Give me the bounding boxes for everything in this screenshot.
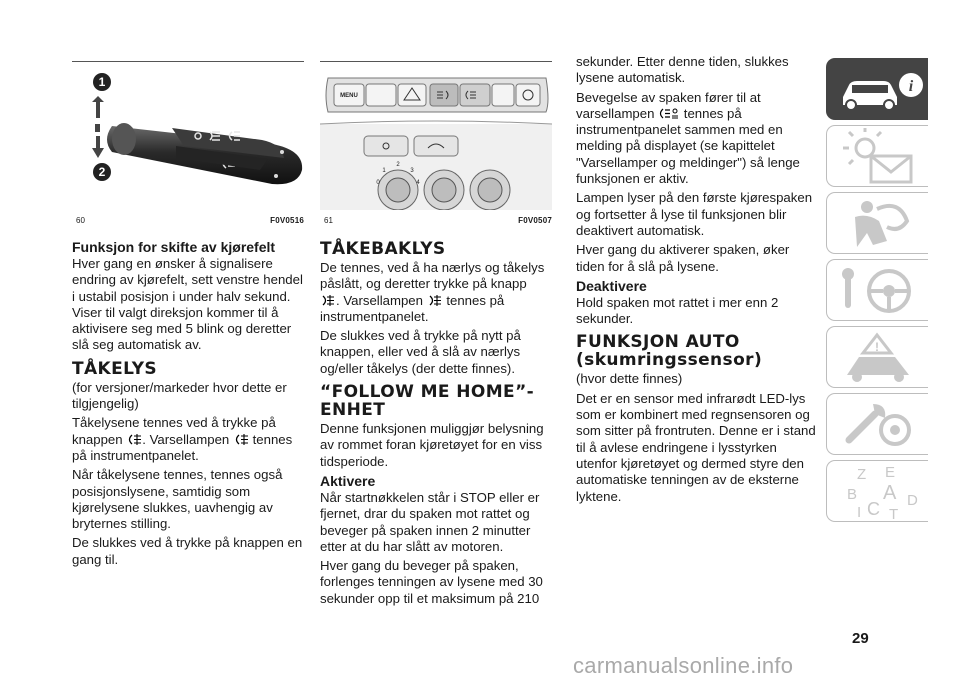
service-maintenance-icon: [827, 394, 929, 456]
tab-starting-driving[interactable]: [826, 259, 928, 321]
breakdown-icon: [827, 327, 929, 389]
paragraph: Hver gang du beveger på spaken, forlenges tenningen av lysene med 30 sekunder opp til et maksimum på 210: [320, 558, 543, 606]
section-title: “FOLLOW ME HOME”-ENHET: [320, 382, 535, 421]
text-run: tennes på instrumentpanelet.: [320, 292, 505, 324]
paragraph: Denne funksjonen muliggjør belysning av rommet foran kjøretøyet for en viss tidsperiode.: [320, 421, 544, 469]
paragraph: [576, 90, 820, 188]
warning-lights-icon: [827, 126, 929, 188]
paragraph: Hver gang du aktiverer spaken, øker tiden for å slå på lysene.: [576, 242, 790, 274]
menu-button-label: MENU: [340, 93, 358, 99]
paragraph: Det er en sensor med infrarødt LED-lys som er kombinert med regnsensoren og som sitter på frontruten. Denne er i stand til å avlese endringene i lysstyrken utenfor kjøretøyet og dermed styre den automatiske tenningen av de eksterne lyktene.: [576, 390, 816, 504]
section-title: TÅKELYS: [72, 358, 158, 379]
dial-mark: 0: [376, 180, 380, 186]
front-fog-icon: [233, 434, 249, 445]
paragraph: De slukkes ved å trykke på nytt på knappen, eller ved å slå av nærlys og/eller tåkelys (der dette finnes).: [320, 328, 521, 376]
rear-fog-icon: [320, 295, 336, 306]
paragraph: (for versjoner/markeder hvor dette er tilgjengelig): [72, 379, 287, 412]
index-letter: T: [889, 506, 899, 523]
dial-mark: 3: [410, 168, 414, 174]
paragraph: sekunder. Etter denne tiden, slukkes lysene automatisk.: [576, 54, 789, 86]
airbag-safety-icon: [827, 193, 929, 255]
figure-light-stalk: [72, 66, 304, 210]
text-run: Bevegelse av spaken fører til at varsellampen: [576, 89, 761, 121]
tab-airbag-safety[interactable]: [826, 192, 928, 254]
dial-mark: 4: [416, 180, 420, 186]
dial-mark: 1: [382, 168, 386, 174]
top-rule: [320, 61, 552, 62]
text-run: tennes på instrumentpanelet sammen med en melding på displayet (se kapittelet "Varsellamper og meldinger") så lenge funksjonen er aktiv.: [576, 105, 800, 187]
watermark: carmanualsonline.info: [573, 653, 794, 678]
tab-warning-lights[interactable]: [826, 125, 928, 187]
dial-mark: 2: [396, 162, 400, 168]
front-fog-icon: [126, 434, 142, 445]
index-letter: Z: [857, 466, 867, 483]
column-2: [320, 238, 554, 610]
figure-number: 61: [324, 216, 333, 225]
index-letter: B: [847, 486, 858, 503]
text-run: . Varsellampen: [336, 292, 423, 308]
index-letter: I: [857, 504, 862, 521]
figure-callout: 2: [98, 165, 106, 179]
paragraph: Når tåkelysene tennes, tennes også posisjonslysene, samtidig som kjørelysene slukkes, uavhengig av bryternes stilling.: [72, 467, 283, 532]
section-heading: Funksjon for skifte av kjørefelt: [72, 239, 276, 255]
figure-callout: 1: [98, 75, 106, 89]
text-run: . Varsellampen: [142, 431, 230, 447]
index-icon: [827, 461, 929, 523]
index-letter: D: [907, 492, 918, 509]
svg-text:i: i: [908, 78, 914, 95]
tab-index[interactable]: [826, 460, 928, 522]
column-1: [72, 238, 306, 571]
figure-caption: [72, 216, 304, 228]
paragraph: De slukkes ved å trykke på knappen en gang til.: [72, 535, 303, 567]
section-title: FUNKSJON AUTO (skumringssensor): [576, 332, 763, 371]
rear-fog-icon: [427, 295, 443, 306]
figure-code: F0V0507: [518, 216, 552, 225]
page-number: 29: [852, 630, 869, 647]
tab-car-info[interactable]: [826, 58, 928, 120]
section-title: TÅKEBAKLYS: [320, 239, 446, 259]
top-rule: [72, 61, 304, 62]
text-run: tennes på instrumentpanelet.: [72, 431, 293, 463]
index-letter: E: [885, 464, 896, 481]
text-run: De tennes, ved å ha nærlys og tåkelys påslått, og deretter trykke på knapp: [320, 260, 545, 292]
index-letter: C: [867, 499, 880, 519]
tab-service-maintenance[interactable]: [826, 393, 928, 455]
figure-caption: [320, 216, 552, 228]
paragraph: Når startnøkkelen står i STOP eller er fjernet, drar du spaken mot rattet og beveger på spaken innen 2 minutter etter at du har slått av motoren.: [320, 489, 540, 554]
paragraph: Hold spaken mot rattet i mer enn 2 sekunder.: [576, 294, 779, 327]
column-3: [576, 54, 820, 508]
starting-driving-icon: [827, 260, 929, 322]
figure-switch-panel: [320, 66, 552, 210]
text-run: Tåkelysene tennes ved å trykke på knappen: [72, 415, 276, 447]
paragraph: Lampen lyser på den første kjørespaken og fortsetter å lyse til funksjonen blir deaktivert automatisk.: [576, 190, 813, 238]
section-heading: Deaktivere: [576, 277, 647, 294]
paragraph: Hver gang en ønsker å signalisere endring av kjørefelt, sett venstre hendel i ustabil posisjon i under halv sekund. Viser til valgt direksjon kommer til å aktivisere seg med 5 blink og deretter slå seg automatisk av.: [72, 256, 303, 353]
paragraph: (hvor dette finnes): [576, 371, 683, 387]
chapter-tabs: [826, 58, 928, 527]
follow-me-home-icon: [658, 108, 680, 119]
index-letter: A: [883, 482, 897, 504]
figure-code: F0V0516: [270, 216, 304, 225]
tab-breakdown[interactable]: [826, 326, 928, 388]
svg-text:!: !: [875, 340, 879, 354]
figure-number: 60: [76, 216, 85, 225]
paragraph: [320, 260, 554, 325]
paragraph: [72, 415, 306, 464]
section-heading: Aktivere: [320, 472, 376, 489]
car-info-icon: [827, 59, 929, 121]
